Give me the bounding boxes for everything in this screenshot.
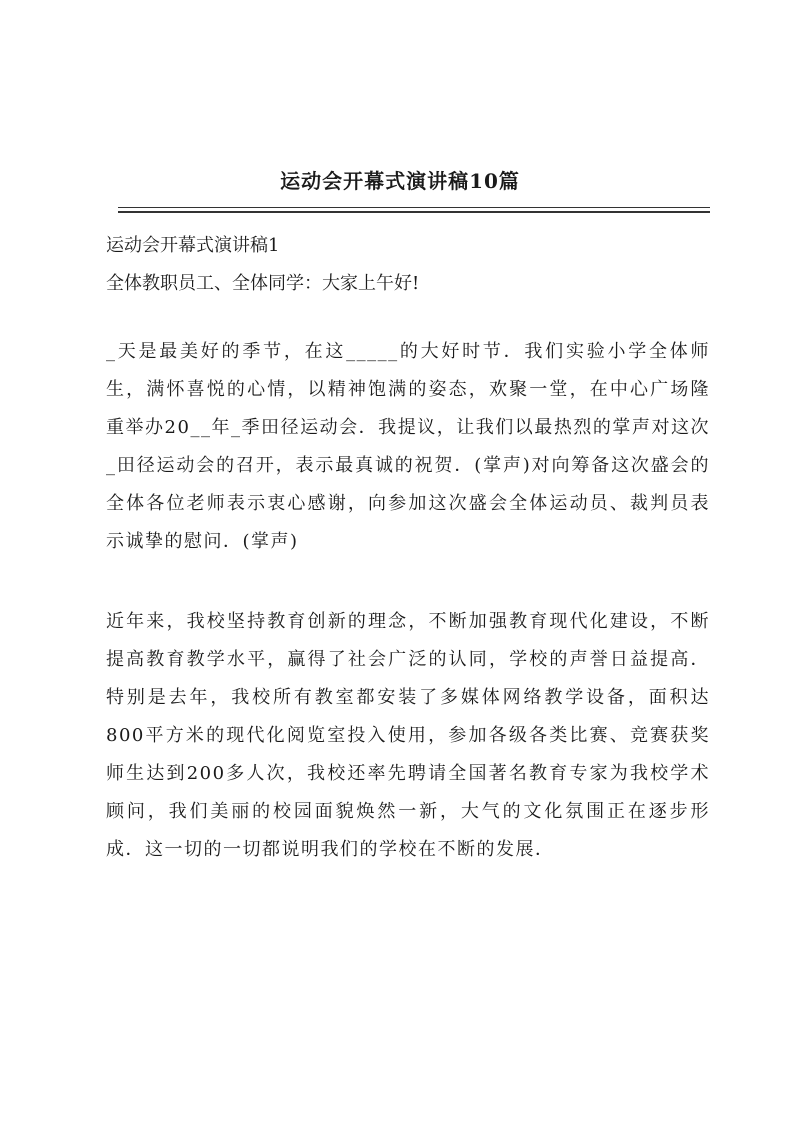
body-paragraph-2: 近年来，我校坚持教育创新的理念，不断加强教育现代化建设，不断提高教育教学水平，赢得了社会广泛的认同，学校的声誉日益提高．特别是去年，我校所有教室都安装了多媒体网络教学设备，面积达800平方米的现代化阅览室投入使用，参加各级各类比赛、竞赛获奖师生达到200多人次，我校还率先聘请全国著名教育专家为我校学术顾问，我们美丽的校园面貌焕然一新，大气的文化氛围正在逐步形成．这一切的一切都说明我们的学校在不断的发展．	[106, 611, 710, 860]
body-paragraph-1: _天是最美好的季节，在这_____的大好时节．我们实验小学全体师生，满怀喜悦的心情，以精神饱满的姿态，欢聚一堂，在中心广场隆重举办20__年_季田径运动会．我提议，让我们以最热烈的掌声对这次_田径运动会的召开，表示最真诚的祝贺．(掌声)对向筹备这次盛会的全体各位老师表示衷心感谢，向参加这次盛会全体运动员、裁判员表示诚挚的慰问．(掌声)	[106, 341, 710, 552]
paragraph-gap	[106, 561, 710, 603]
document-title: 运动会开幕式演讲稿10篇	[280, 169, 520, 193]
section-heading: 运动会开幕式演讲稿1	[106, 235, 280, 256]
greeting-line: 全体教职员工、全体同学：大家上午好!	[106, 273, 420, 294]
title-divider-thin	[118, 207, 710, 208]
paragraph-gap	[106, 303, 710, 333]
title-divider-thick	[118, 211, 710, 213]
document-body	[106, 227, 710, 869]
